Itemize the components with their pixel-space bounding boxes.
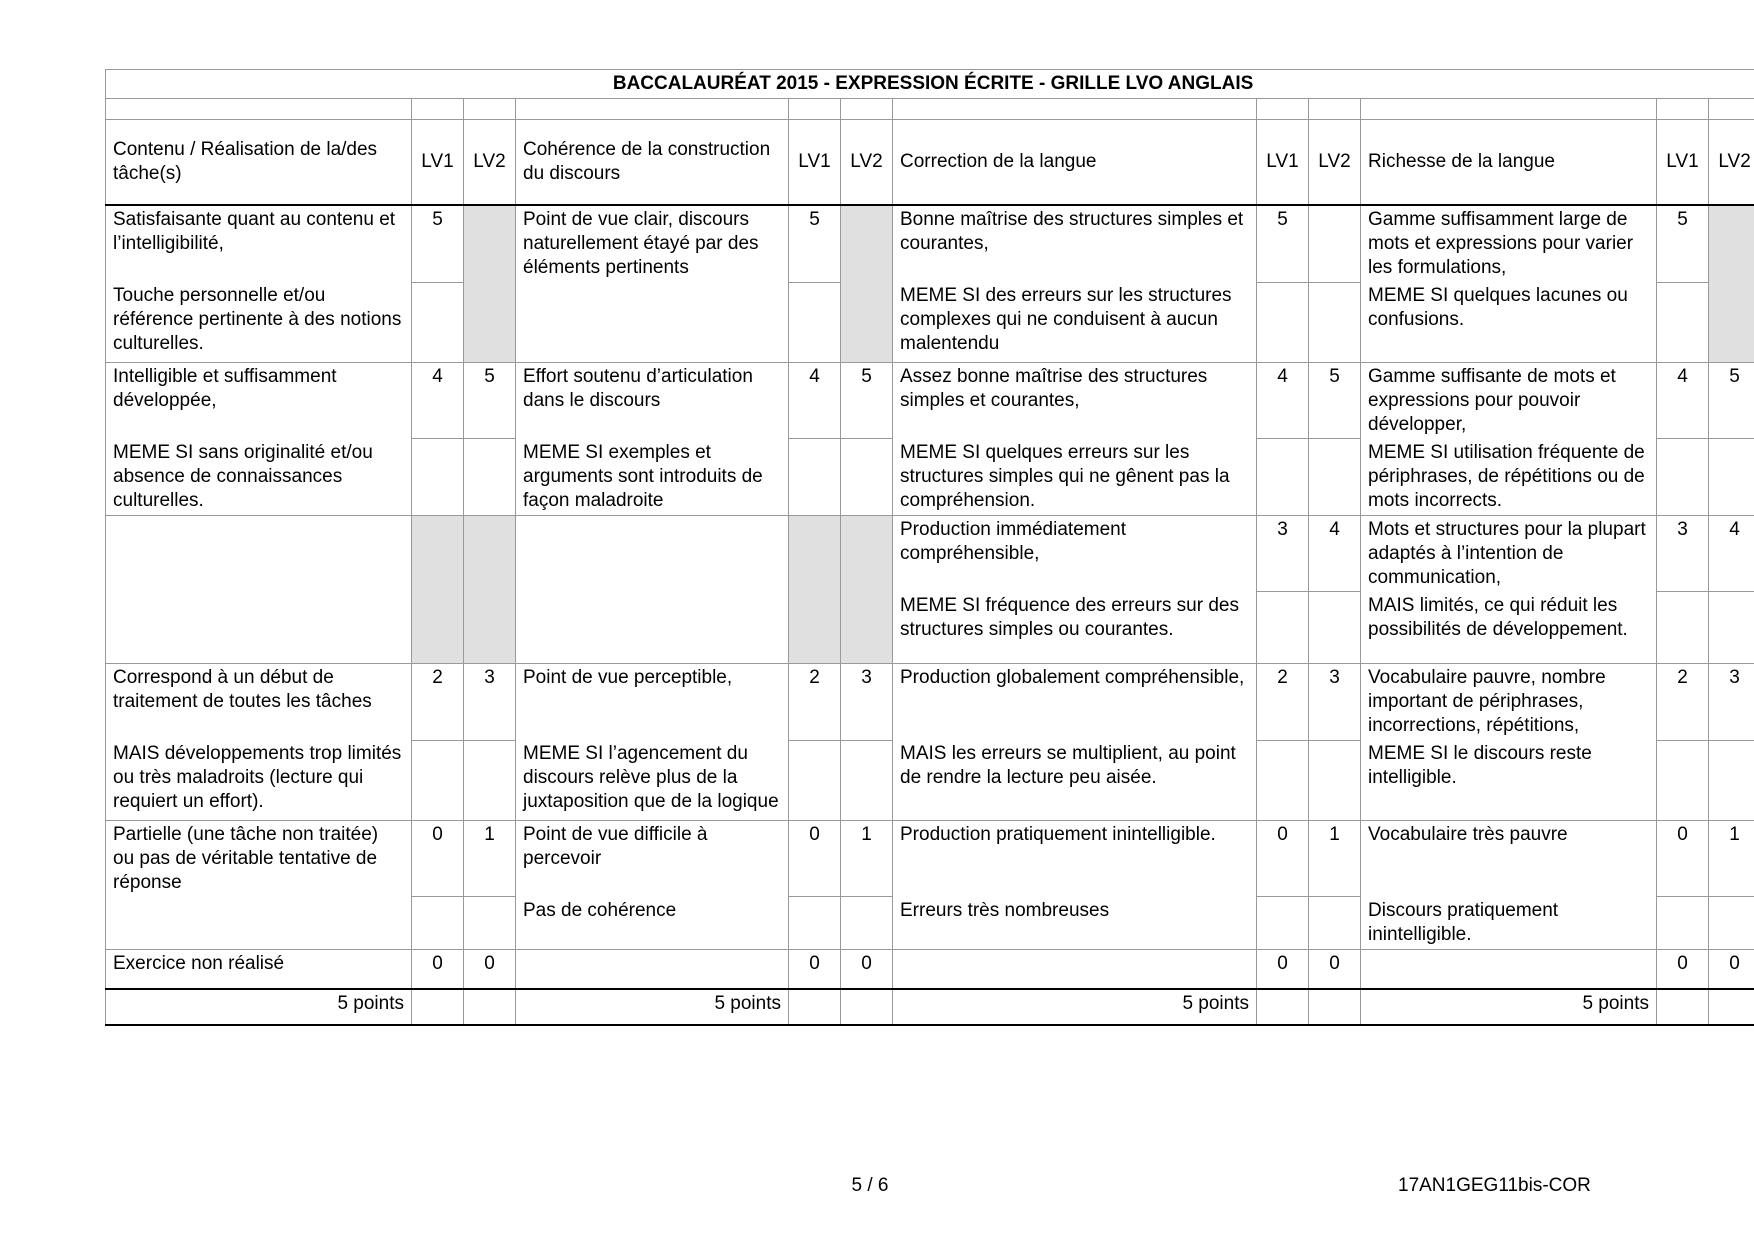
lv2-score: 1 [464, 820, 516, 897]
criteria-row [106, 205, 1754, 282]
lv2-score [1709, 205, 1754, 362]
lv2-score: 3 [841, 664, 893, 741]
lv2-score: 0 [1709, 949, 1754, 989]
lv2-score-empty [464, 740, 516, 820]
lv2-score-empty [1309, 592, 1361, 664]
correction-descriptor: Assez bonne maîtrise des structures simples et courantes, [893, 362, 1257, 439]
lv1-total-empty [789, 989, 841, 1025]
coherence-descriptor-detail: MEME SI exemples et arguments sont introduits de façon maladroite [516, 439, 789, 516]
lv1-score: 0 [412, 949, 464, 989]
lv2-score: 5 [1709, 362, 1754, 439]
coherence-descriptor: Point de vue perceptible, [516, 664, 789, 741]
lv2-score-empty [1709, 740, 1754, 820]
coherence-descriptor [516, 515, 789, 664]
correction-total: 5 points [893, 989, 1257, 1025]
lv1-score-empty [1257, 897, 1309, 950]
contenu-descriptor-detail: MEME SI sans originalité et/ou absence de connaissances culturelles. [106, 439, 412, 516]
header-lv2: LV2 [464, 120, 516, 206]
page-number: 5 / 6 [851, 1175, 889, 1196]
lv2-score: 0 [464, 949, 516, 989]
lv1-score-empty [412, 282, 464, 362]
lv2-score: 0 [841, 949, 893, 989]
lv1-score-empty [1657, 740, 1709, 820]
lv1-score-empty [1657, 592, 1709, 664]
lv1-score: 0 [789, 949, 841, 989]
lv2-score [841, 515, 893, 664]
lv2-score: 3 [464, 664, 516, 741]
richesse-descriptor: Vocabulaire pauvre, nombre important de périphrases, incorrections, répétitions, [1361, 664, 1657, 741]
criteria-row [106, 515, 1754, 592]
correction-descriptor: Production pratiquement inintelligible. [893, 820, 1257, 897]
criteria-row [106, 664, 1754, 741]
lv2-score-empty [1709, 897, 1754, 950]
lv1-score-empty [1657, 897, 1709, 950]
lv1-score: 5 [412, 205, 464, 282]
criteria-row [106, 362, 1754, 439]
lv1-score: 0 [1257, 820, 1309, 897]
lv1-score: 2 [412, 664, 464, 741]
lv1-score: 4 [789, 362, 841, 439]
contenu-descriptor: Satisfaisante quant au contenu et l’intelligibilité, [106, 205, 412, 282]
header-lv1: LV1 [789, 120, 841, 206]
lv2-score-empty [1309, 282, 1361, 362]
coherence-descriptor: Point de vue difficile à percevoir [516, 820, 789, 897]
coherence-total: 5 points [516, 989, 789, 1025]
richesse-descriptor: Vocabulaire très pauvre [1361, 820, 1657, 897]
header-contenu: Contenu / Réalisation de la/des tâche(s) [106, 120, 412, 206]
lv1-total-empty [1257, 989, 1309, 1025]
lv1-score-empty [1657, 282, 1709, 362]
lv2-score: 5 [464, 362, 516, 439]
lv1-score: 4 [1657, 362, 1709, 439]
lv1-score: 5 [789, 205, 841, 282]
lv2-score: 3 [1309, 664, 1361, 741]
lv1-score: 0 [412, 820, 464, 897]
lv1-score-empty [1257, 592, 1309, 664]
correction-descriptor-detail: MAIS les erreurs se multiplient, au point de rendre la lecture peu aisée. [893, 740, 1257, 820]
contenu-descriptor: Intelligible et suffisamment développée, [106, 362, 412, 439]
correction-descriptor: Production globalement compréhensible, [893, 664, 1257, 741]
lv2-score [841, 205, 893, 362]
lv2-score: 1 [841, 820, 893, 897]
lv2-score: 1 [1309, 820, 1361, 897]
lv2-score-empty [841, 897, 893, 950]
lv2-score-empty [1309, 740, 1361, 820]
lv1-score: 4 [1257, 362, 1309, 439]
lv1-score: 5 [1257, 205, 1309, 282]
richesse-descriptor-detail: MAIS limités, ce qui réduit les possibilités de développement. [1361, 592, 1657, 664]
lv1-total-empty [412, 989, 464, 1025]
grading-grid [105, 69, 1754, 1026]
lv2-total-empty [841, 989, 893, 1025]
lv1-score: 3 [1657, 515, 1709, 592]
lv1-score-empty [412, 740, 464, 820]
lv1-score-empty [789, 740, 841, 820]
richesse-descriptor: Gamme suffisamment large de mots et expressions pour varier les formulations, [1361, 205, 1657, 282]
correction-descriptor-detail: MEME SI des erreurs sur les structures complexes qui ne conduisent à aucun malentendu [893, 282, 1257, 362]
richesse-descriptor-detail: MEME SI le discours reste intelligible. [1361, 740, 1657, 820]
richesse-descriptor: Mots et structures pour la plupart adaptés à l’intention de communication, [1361, 515, 1657, 592]
lv2-score: 5 [841, 362, 893, 439]
contenu-descriptor: Correspond à un début de traitement de toutes les tâches [106, 664, 412, 741]
lv1-score: 3 [1257, 515, 1309, 592]
header-lv1: LV1 [1257, 120, 1309, 206]
coherence-descriptor: Point de vue clair, discours naturellement étayé par des éléments pertinents [516, 205, 789, 362]
lv2-total-empty [464, 989, 516, 1025]
correction-descriptor-detail: MEME SI fréquence des erreurs sur des structures simples ou courantes. [893, 592, 1257, 664]
header-row [106, 120, 1754, 206]
lv1-score-empty [412, 439, 464, 516]
lv1-total-empty [1657, 989, 1709, 1025]
non-realise-row [106, 949, 1754, 989]
header-coherence: Cohérence de la construction du discours [516, 120, 789, 206]
lv2-score: 3 [1709, 664, 1754, 741]
lv2-score-empty [1309, 439, 1361, 516]
lv1-score-empty [1657, 439, 1709, 516]
coherence-empty [516, 949, 789, 989]
contenu-descriptor-detail [106, 897, 412, 950]
non-realise-label: Exercice non réalisé [106, 949, 412, 989]
lv2-score: 0 [1309, 949, 1361, 989]
contenu-descriptor-detail: MAIS développements trop limités ou très maladroits (lecture qui requiert un effort). [106, 740, 412, 820]
header-lv1: LV1 [1657, 120, 1709, 206]
lv2-score-empty [1709, 592, 1754, 664]
correction-descriptor-detail: Erreurs très nombreuses [893, 897, 1257, 950]
lv1-score [412, 515, 464, 664]
lv2-score-empty [1309, 897, 1361, 950]
lv2-total-empty [1309, 989, 1361, 1025]
criteria-row [106, 820, 1754, 897]
lv2-score [1309, 205, 1361, 282]
lv1-score: 2 [789, 664, 841, 741]
lv1-score-empty [1257, 282, 1309, 362]
lv1-score: 0 [789, 820, 841, 897]
header-correction: Correction de la langue [893, 120, 1257, 206]
contenu-descriptor [106, 515, 412, 664]
lv1-score-empty [789, 282, 841, 362]
contenu-descriptor: Partielle (une tâche non traitée) ou pas de véritable tentative de réponse [106, 820, 412, 897]
lv1-score-empty [789, 897, 841, 950]
lv2-score: 4 [1709, 515, 1754, 592]
criteria-row-detail [106, 282, 1754, 362]
header-lv1: LV1 [412, 120, 464, 206]
criteria-row-detail [106, 897, 1754, 950]
lv2-score-empty [841, 439, 893, 516]
richesse-descriptor: Gamme suffisante de mots et expressions pour pouvoir développer, [1361, 362, 1657, 439]
lv1-score: 0 [1657, 949, 1709, 989]
correction-empty [893, 949, 1257, 989]
richesse-total: 5 points [1361, 989, 1657, 1025]
richesse-descriptor-detail: Discours pratiquement inintelligible. [1361, 897, 1657, 950]
total-row [106, 989, 1754, 1025]
lv2-score-empty [464, 897, 516, 950]
lv2-total-empty [1709, 989, 1754, 1025]
header-richesse: Richesse de la langue [1361, 120, 1657, 206]
lv2-score: 4 [1309, 515, 1361, 592]
document-code: 17AN1GEG11bis-COR [1398, 1175, 1591, 1196]
header-lv2: LV2 [841, 120, 893, 206]
lv1-score-empty [1257, 740, 1309, 820]
criteria-row-detail [106, 439, 1754, 516]
lv1-score [789, 515, 841, 664]
lv2-score-empty [841, 740, 893, 820]
lv2-score: 5 [1309, 362, 1361, 439]
lv1-score-empty [789, 439, 841, 516]
lv1-score: 0 [1657, 820, 1709, 897]
lv2-score-empty [464, 439, 516, 516]
lv1-score-empty [412, 897, 464, 950]
contenu-total: 5 points [106, 989, 412, 1025]
correction-descriptor: Production immédiatement compréhensible, [893, 515, 1257, 592]
richesse-descriptor-detail: MEME SI utilisation fréquente de périphrases, de répétitions ou de mots incorrects. [1361, 439, 1657, 516]
coherence-descriptor-detail: Pas de cohérence [516, 897, 789, 950]
richesse-descriptor-detail: MEME SI quelques lacunes ou confusions. [1361, 282, 1657, 362]
contenu-descriptor-detail: Touche personnelle et/ou référence pertinente à des notions culturelles. [106, 282, 412, 362]
lv1-score: 2 [1257, 664, 1309, 741]
lv2-score: 1 [1709, 820, 1754, 897]
grid-title: BACCALAURÉAT 2015 - EXPRESSION ÉCRITE - GRILLE LVO ANGLAIS [106, 70, 1754, 99]
coherence-descriptor: Effort soutenu d’articulation dans le discours [516, 362, 789, 439]
lv1-score: 2 [1657, 664, 1709, 741]
lv1-score: 0 [1257, 949, 1309, 989]
criteria-row-detail [106, 740, 1754, 820]
lv1-score: 5 [1657, 205, 1709, 282]
lv1-score: 4 [412, 362, 464, 439]
lv1-score-empty [1257, 439, 1309, 516]
header-lv2: LV2 [1309, 120, 1361, 206]
header-lv2: LV2 [1709, 120, 1754, 206]
richesse-empty [1361, 949, 1657, 989]
lv2-score [464, 205, 516, 362]
correction-descriptor: Bonne maîtrise des structures simples et courantes, [893, 205, 1257, 282]
coherence-descriptor-detail: MEME SI l’agencement du discours relève plus de la juxtaposition que de la logique [516, 740, 789, 820]
correction-descriptor-detail: MEME SI quelques erreurs sur les structures simples qui ne gênent pas la compréhension. [893, 439, 1257, 516]
lv2-score-empty [1709, 439, 1754, 516]
lv2-score [464, 515, 516, 664]
